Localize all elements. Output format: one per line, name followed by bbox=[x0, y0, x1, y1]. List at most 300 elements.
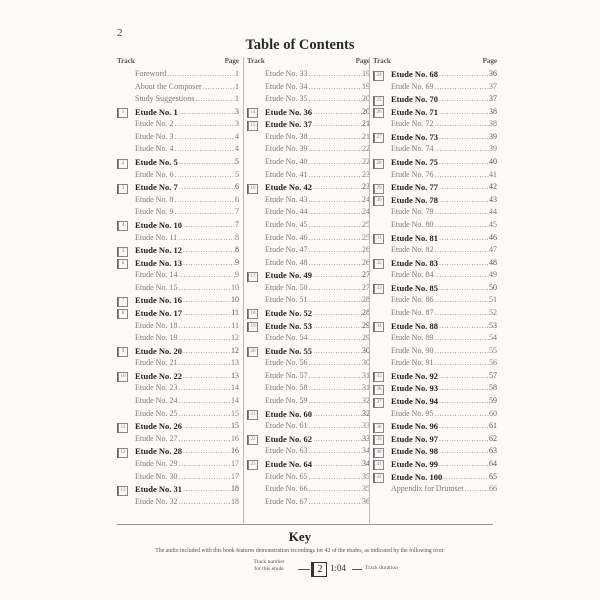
page-ref: 4 bbox=[235, 144, 239, 154]
toc-entry[interactable] bbox=[117, 93, 239, 106]
entry-title: Etude No. 48 bbox=[265, 257, 308, 267]
toc-entry[interactable] bbox=[373, 382, 497, 395]
dot-leader bbox=[195, 93, 235, 106]
dot-leader bbox=[178, 332, 231, 345]
entry-title: Etude No. 42 bbox=[265, 182, 312, 193]
dot-leader bbox=[464, 483, 489, 496]
audio-track-icon: 13 bbox=[118, 486, 128, 496]
entry-title: Etude No. 80 bbox=[391, 219, 434, 229]
toc-entry-label bbox=[265, 395, 370, 408]
toc-entry[interactable] bbox=[117, 420, 239, 433]
toc-entry[interactable] bbox=[247, 420, 370, 433]
toc-entry[interactable] bbox=[247, 294, 370, 307]
toc-entry[interactable] bbox=[117, 382, 239, 395]
page-ref: 55 bbox=[489, 345, 497, 355]
entry-title: Etude No. 100 bbox=[391, 471, 443, 482]
dot-leader bbox=[308, 257, 362, 270]
dot-leader bbox=[439, 232, 489, 245]
toc-entry-label bbox=[391, 257, 497, 270]
toc-entry[interactable] bbox=[117, 143, 239, 156]
page-ref: 45 bbox=[489, 219, 497, 229]
page-ref: 10 bbox=[231, 295, 239, 305]
toc-entry-label bbox=[391, 395, 497, 408]
toc-entry-label bbox=[135, 93, 239, 106]
toc-entry-label bbox=[391, 143, 497, 156]
toc-entry-label bbox=[265, 232, 370, 245]
toc-entry[interactable] bbox=[117, 219, 239, 232]
toc-entry[interactable] bbox=[117, 496, 239, 509]
dot-leader bbox=[178, 395, 231, 408]
dot-leader bbox=[178, 382, 231, 395]
page-ref: 19 bbox=[362, 81, 370, 91]
entry-title: Etude No. 12 bbox=[135, 245, 182, 256]
toc-entry-label bbox=[265, 496, 370, 509]
toc-entry[interactable] bbox=[117, 483, 239, 496]
entry-title: Etude No. 46 bbox=[265, 232, 308, 242]
page-ref: 1 bbox=[235, 69, 239, 78]
toc-entry-label bbox=[391, 219, 497, 232]
entry-title: Etude No. 79 bbox=[391, 207, 434, 217]
entry-title: Etude No. 77 bbox=[391, 182, 438, 193]
toc-entry-label bbox=[391, 307, 497, 320]
toc-entry[interactable] bbox=[247, 131, 370, 144]
toc-entry-label bbox=[391, 408, 497, 421]
toc-entry[interactable] bbox=[373, 269, 497, 282]
toc-entry[interactable] bbox=[247, 395, 370, 408]
entry-title: Etude No. 19 bbox=[135, 333, 178, 343]
dot-leader bbox=[174, 206, 235, 219]
dot-leader bbox=[434, 269, 489, 282]
dot-leader bbox=[313, 307, 362, 320]
toc-entry[interactable] bbox=[247, 93, 370, 106]
toc-entry[interactable] bbox=[117, 282, 239, 295]
dot-leader bbox=[178, 471, 231, 484]
toc-entry[interactable] bbox=[117, 169, 239, 182]
page-ref: 31 bbox=[362, 370, 370, 380]
entry-title: Etude No. 55 bbox=[265, 345, 312, 356]
toc-column-1 bbox=[117, 57, 239, 508]
entry-title: Etude No. 26 bbox=[135, 421, 182, 432]
toc-entry[interactable] bbox=[117, 320, 239, 333]
track-header: Track bbox=[247, 57, 265, 65]
column-header bbox=[117, 57, 239, 68]
dot-leader bbox=[439, 433, 489, 446]
dot-leader bbox=[308, 332, 362, 345]
audio-track-icon: 2 bbox=[118, 159, 128, 169]
page-ref: 24 bbox=[362, 194, 370, 204]
audio-track-icon: 30 bbox=[374, 196, 384, 206]
toc-entry[interactable] bbox=[117, 181, 239, 194]
page-ref: 22 bbox=[362, 157, 370, 167]
page-ref: 18 bbox=[231, 484, 239, 494]
page-ref: 30 bbox=[362, 358, 370, 368]
toc-entry[interactable] bbox=[117, 131, 239, 144]
toc-entry[interactable] bbox=[247, 471, 370, 484]
toc-entry[interactable] bbox=[373, 93, 497, 106]
audio-track-icon: 12 bbox=[118, 448, 128, 458]
audio-track-icon: 22 bbox=[248, 435, 258, 445]
toc-entry[interactable] bbox=[117, 81, 239, 94]
toc-entry[interactable] bbox=[117, 269, 239, 282]
toc-entry[interactable] bbox=[247, 496, 370, 509]
entry-title: Etude No. 13 bbox=[135, 257, 182, 268]
page-ref: 47 bbox=[489, 245, 497, 255]
dot-leader bbox=[183, 219, 235, 232]
page-ref: 35 bbox=[362, 484, 370, 494]
page-ref: 29 bbox=[362, 333, 370, 343]
toc-entry-label bbox=[391, 357, 497, 370]
toc-entry[interactable] bbox=[247, 445, 370, 458]
entry-title: Etude No. 70 bbox=[391, 94, 438, 105]
toc-entry-label bbox=[265, 370, 370, 383]
toc-entry-label bbox=[135, 483, 239, 496]
toc-entry[interactable] bbox=[373, 420, 497, 433]
entry-title: Etude No. 10 bbox=[135, 219, 182, 230]
toc-entry[interactable] bbox=[247, 118, 370, 131]
toc-entry-label bbox=[135, 357, 239, 370]
page-ref: 3 bbox=[235, 119, 239, 129]
toc-entry-label bbox=[135, 320, 239, 333]
audio-track-icon: 41 bbox=[374, 460, 384, 470]
toc-entry[interactable] bbox=[247, 156, 370, 169]
toc-entry[interactable] bbox=[373, 433, 497, 446]
toc-entry[interactable] bbox=[117, 370, 239, 383]
toc-entry[interactable] bbox=[247, 345, 370, 358]
toc-entry[interactable] bbox=[373, 143, 497, 156]
toc-entry[interactable] bbox=[247, 307, 370, 320]
entry-title: Etude No. 49 bbox=[265, 270, 312, 281]
toc-entry-label bbox=[135, 131, 239, 144]
toc-entry-label bbox=[265, 68, 370, 81]
toc-entry-label bbox=[391, 194, 497, 207]
toc-entry[interactable] bbox=[247, 408, 370, 421]
toc-entry[interactable] bbox=[247, 68, 370, 81]
page-ref: 20 bbox=[362, 106, 370, 116]
toc-entry-label bbox=[391, 131, 497, 144]
toc-entry[interactable] bbox=[117, 357, 239, 370]
toc-entry[interactable] bbox=[373, 232, 497, 245]
toc-entry-label bbox=[265, 357, 370, 370]
toc-entry[interactable] bbox=[117, 471, 239, 484]
toc-entry[interactable] bbox=[247, 106, 370, 119]
entry-title: Etude No. 16 bbox=[135, 295, 182, 306]
toc-entry[interactable] bbox=[373, 445, 497, 458]
dot-leader bbox=[434, 332, 489, 345]
entry-title: Etude No. 73 bbox=[391, 131, 438, 142]
entry-title: Etude No. 32 bbox=[135, 496, 178, 506]
toc-entry[interactable] bbox=[247, 433, 370, 446]
toc-entry[interactable] bbox=[373, 219, 497, 232]
dot-leader bbox=[308, 370, 362, 383]
toc-entry[interactable] bbox=[117, 257, 239, 270]
toc-entry[interactable] bbox=[373, 395, 497, 408]
toc-entry-label bbox=[135, 395, 239, 408]
toc-entry[interactable] bbox=[247, 357, 370, 370]
dot-leader bbox=[308, 496, 362, 509]
toc-entry[interactable] bbox=[117, 156, 239, 169]
page-ref: 18 bbox=[231, 496, 239, 506]
entry-title: Etude No. 71 bbox=[391, 106, 438, 117]
entry-title: Etude No. 23 bbox=[135, 383, 178, 393]
toc-entry[interactable] bbox=[117, 232, 239, 245]
page-ref: 38 bbox=[489, 119, 497, 129]
dot-leader bbox=[308, 282, 362, 295]
page-ref: 66 bbox=[489, 484, 497, 494]
toc-entry[interactable] bbox=[373, 194, 497, 207]
toc-entry-label bbox=[135, 269, 239, 282]
dot-leader bbox=[434, 169, 489, 182]
toc-entry-label bbox=[265, 332, 370, 345]
dot-leader bbox=[439, 282, 489, 295]
page-ref: 4 bbox=[235, 131, 239, 141]
toc-entry[interactable] bbox=[117, 458, 239, 471]
dot-leader bbox=[308, 143, 362, 156]
toc-entry-label bbox=[265, 244, 370, 257]
page-ref: 35 bbox=[362, 471, 370, 481]
audio-track-icon: 20 bbox=[248, 347, 258, 357]
track-header: Track bbox=[117, 57, 135, 65]
dot-leader bbox=[178, 357, 231, 370]
toc-entry[interactable] bbox=[373, 131, 497, 144]
page-ref: 46 bbox=[489, 232, 497, 242]
entry-title: Etude No. 61 bbox=[265, 421, 308, 431]
toc-entry-label bbox=[391, 81, 497, 94]
page-header: Page bbox=[355, 57, 370, 65]
audio-track-icon: 3 bbox=[118, 184, 128, 194]
toc-entry[interactable] bbox=[373, 181, 497, 194]
dot-leader bbox=[434, 345, 489, 358]
dot-leader bbox=[308, 81, 362, 94]
dot-leader bbox=[174, 131, 235, 144]
toc-entry[interactable] bbox=[117, 106, 239, 119]
dot-leader bbox=[313, 458, 362, 471]
toc-entry-label bbox=[391, 433, 497, 446]
toc-entry[interactable] bbox=[247, 181, 370, 194]
toc-entry[interactable] bbox=[117, 294, 239, 307]
toc-entry[interactable] bbox=[247, 458, 370, 471]
toc-entry[interactable] bbox=[373, 118, 497, 131]
toc-entry[interactable] bbox=[373, 483, 497, 496]
entry-title: Etude No. 72 bbox=[391, 119, 434, 129]
toc-entry[interactable] bbox=[117, 194, 239, 207]
toc-entry[interactable] bbox=[373, 471, 497, 484]
entry-title: Etude No. 59 bbox=[265, 396, 308, 406]
page-ref: 11 bbox=[231, 320, 239, 330]
page-ref: 49 bbox=[489, 270, 497, 280]
entry-title: Etude No. 92 bbox=[391, 370, 438, 381]
toc-entry-label bbox=[265, 206, 370, 219]
toc-entry[interactable] bbox=[373, 370, 497, 383]
page-ref: 10 bbox=[231, 282, 239, 292]
toc-entry[interactable] bbox=[247, 206, 370, 219]
toc-entry[interactable] bbox=[373, 257, 497, 270]
audio-track-icon: 17 bbox=[248, 272, 258, 282]
toc-entry-label bbox=[135, 106, 239, 119]
toc-entry[interactable] bbox=[373, 81, 497, 94]
toc-entry[interactable] bbox=[373, 320, 497, 333]
toc-entry[interactable] bbox=[247, 257, 370, 270]
toc-entry-label bbox=[265, 106, 370, 119]
dot-leader bbox=[308, 169, 362, 182]
toc-entry[interactable] bbox=[373, 206, 497, 219]
dot-leader bbox=[308, 483, 362, 496]
entry-title: Etude No. 37 bbox=[265, 119, 312, 130]
toc-entry[interactable] bbox=[373, 408, 497, 421]
entry-title: Etude No. 84 bbox=[391, 270, 434, 280]
toc-entry-label bbox=[135, 471, 239, 484]
page-ref: 17 bbox=[231, 458, 239, 468]
dot-leader bbox=[174, 143, 235, 156]
dot-leader bbox=[308, 194, 362, 207]
entry-title: Etude No. 62 bbox=[265, 433, 312, 444]
toc-entry-label bbox=[265, 156, 370, 169]
entry-title: Etude No. 31 bbox=[135, 484, 182, 495]
toc-entry-label bbox=[265, 320, 370, 333]
toc-entry[interactable] bbox=[247, 370, 370, 383]
audio-track-icon: 33 bbox=[374, 284, 384, 294]
entry-title: Etude No. 90 bbox=[391, 345, 434, 355]
audio-track-icon: 28 bbox=[374, 159, 384, 169]
toc-entry[interactable] bbox=[117, 244, 239, 257]
page-ref: 31 bbox=[362, 383, 370, 393]
audio-track-icon: 1 bbox=[118, 108, 128, 118]
entry-title: Etude No. 75 bbox=[391, 157, 438, 168]
toc-entry[interactable] bbox=[117, 332, 239, 345]
dot-leader bbox=[183, 257, 235, 270]
toc-entry[interactable] bbox=[247, 332, 370, 345]
toc-entry-label bbox=[265, 257, 370, 270]
toc-entry[interactable] bbox=[247, 269, 370, 282]
dot-leader bbox=[183, 370, 231, 383]
toc-entry[interactable] bbox=[117, 307, 239, 320]
entry-title: Etude No. 41 bbox=[265, 169, 308, 179]
toc-entry[interactable] bbox=[247, 194, 370, 207]
toc-entry[interactable] bbox=[247, 143, 370, 156]
toc-entry[interactable] bbox=[373, 357, 497, 370]
toc-entry-label bbox=[391, 269, 497, 282]
page-ref: 13 bbox=[231, 370, 239, 380]
entry-title: Etude No. 67 bbox=[265, 496, 308, 506]
track-duration-label: Track duration bbox=[365, 565, 398, 571]
audio-track-icon: 27 bbox=[374, 133, 384, 143]
dot-leader bbox=[178, 269, 235, 282]
page-ref: 27 bbox=[362, 270, 370, 280]
page-ref: 5 bbox=[235, 169, 239, 179]
toc-entry[interactable] bbox=[247, 320, 370, 333]
page-ref: 59 bbox=[489, 396, 497, 406]
dot-leader bbox=[434, 357, 489, 370]
toc-entry[interactable] bbox=[117, 395, 239, 408]
entry-title: Etude No. 9 bbox=[135, 207, 174, 217]
toc-entry[interactable] bbox=[373, 156, 497, 169]
entry-title: Etude No. 24 bbox=[135, 396, 178, 406]
toc-entry-label bbox=[135, 433, 239, 446]
key-divider bbox=[117, 524, 493, 525]
dot-leader bbox=[179, 156, 235, 169]
toc-entry[interactable] bbox=[247, 232, 370, 245]
dot-leader bbox=[434, 81, 489, 94]
dot-leader bbox=[439, 382, 489, 395]
toc-entry[interactable] bbox=[373, 294, 497, 307]
toc-entry[interactable] bbox=[373, 458, 497, 471]
page-ref: 6 bbox=[235, 194, 239, 204]
toc-entry-label bbox=[265, 181, 370, 194]
page-ref: 52 bbox=[489, 307, 497, 317]
entry-title: Etude No. 30 bbox=[135, 471, 178, 481]
page-ref: 53 bbox=[489, 320, 497, 330]
toc-entry[interactable] bbox=[373, 106, 497, 119]
toc-entry[interactable] bbox=[247, 81, 370, 94]
page-ref: 6 bbox=[235, 182, 239, 192]
toc-entry[interactable] bbox=[247, 382, 370, 395]
toc-entry[interactable] bbox=[247, 244, 370, 257]
entry-title: Etude No. 97 bbox=[391, 433, 438, 444]
toc-entry[interactable] bbox=[247, 483, 370, 496]
toc-entry[interactable] bbox=[373, 68, 497, 81]
toc-entry-label bbox=[135, 181, 239, 194]
page-ref: 51 bbox=[489, 295, 497, 305]
toc-entry[interactable] bbox=[117, 345, 239, 358]
page-ref: 56 bbox=[489, 358, 497, 368]
dot-leader bbox=[313, 320, 362, 333]
toc-entry[interactable] bbox=[373, 169, 497, 182]
toc-entry[interactable] bbox=[117, 206, 239, 219]
audio-track-icon: 26 bbox=[374, 108, 384, 118]
entry-title: Etude No. 33 bbox=[265, 69, 308, 78]
page-ref: 23 bbox=[362, 169, 370, 179]
audio-track-icon: 10 bbox=[118, 372, 128, 382]
toc-entry[interactable] bbox=[373, 332, 497, 345]
toc-entry[interactable] bbox=[247, 169, 370, 182]
toc-entry-label bbox=[135, 169, 239, 182]
entry-title: Etude No. 15 bbox=[135, 282, 178, 292]
entry-title: Etude No. 88 bbox=[391, 320, 438, 331]
toc-entry[interactable] bbox=[373, 307, 497, 320]
audio-track-icon: 42 bbox=[374, 473, 384, 483]
toc-entry[interactable] bbox=[117, 68, 239, 81]
dot-leader bbox=[439, 93, 489, 106]
entry-title: Etude No. 51 bbox=[265, 295, 308, 305]
entry-title: Etude No. 57 bbox=[265, 370, 308, 380]
toc-entry[interactable] bbox=[373, 244, 497, 257]
dot-leader bbox=[308, 395, 362, 408]
toc-entry-label bbox=[265, 471, 370, 484]
entry-title: Etude No. 36 bbox=[265, 106, 312, 117]
entry-title: Etude No. 68 bbox=[391, 69, 438, 79]
dot-leader bbox=[308, 357, 362, 370]
dot-leader bbox=[308, 206, 362, 219]
toc-entry[interactable] bbox=[247, 282, 370, 295]
dot-leader bbox=[167, 68, 235, 81]
dot-leader bbox=[203, 81, 235, 94]
toc-entry[interactable] bbox=[373, 282, 497, 295]
toc-entry[interactable] bbox=[247, 219, 370, 232]
toc-entry[interactable] bbox=[117, 433, 239, 446]
entry-title: Etude No. 4 bbox=[135, 144, 174, 154]
page-ref: 8 bbox=[235, 232, 239, 242]
page-ref: 39 bbox=[489, 144, 497, 154]
entry-title: Etude No. 45 bbox=[265, 219, 308, 229]
entry-title: Etude No. 28 bbox=[135, 446, 182, 457]
toc-entry[interactable] bbox=[373, 345, 497, 358]
toc-entry[interactable] bbox=[117, 445, 239, 458]
leader-line bbox=[352, 569, 362, 570]
audio-track-icon: 14 bbox=[248, 108, 258, 118]
entry-title: Etude No. 47 bbox=[265, 245, 308, 255]
page-ref: 12 bbox=[231, 345, 239, 355]
toc-entry[interactable] bbox=[117, 118, 239, 131]
toc-entry[interactable] bbox=[117, 408, 239, 421]
